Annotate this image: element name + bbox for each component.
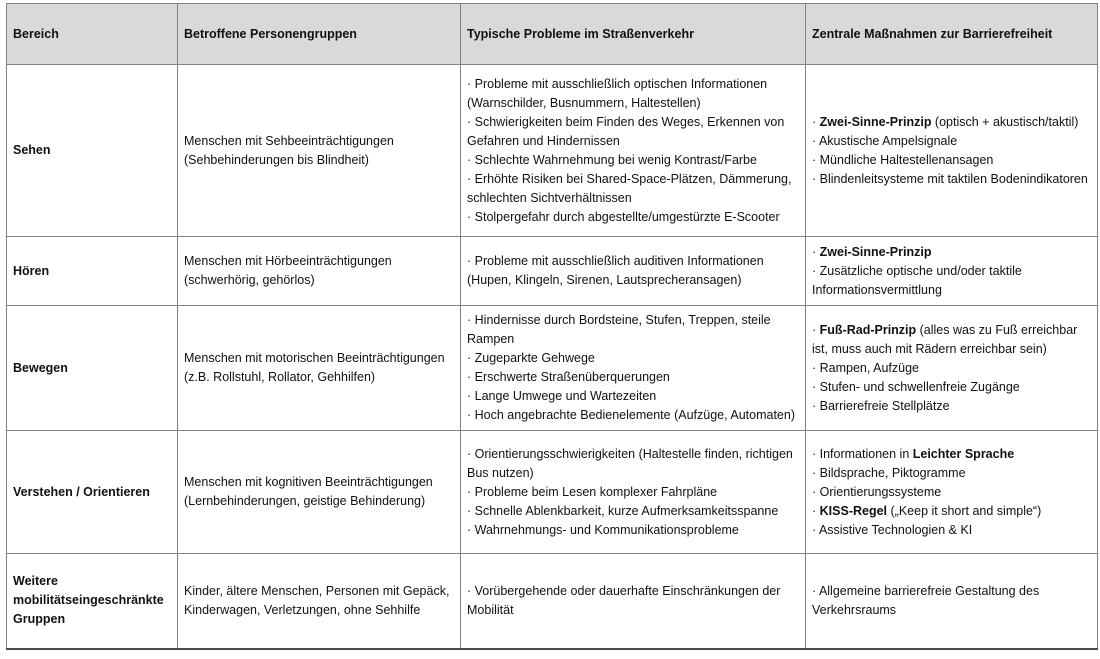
list-item: · Vorübergehende oder dauerhafte Einschränkungen der Mobilität	[467, 583, 781, 617]
list-item: · Zwei-Sinne-Prinzip	[812, 244, 932, 259]
cell-probleme	[461, 65, 806, 237]
table-row	[7, 431, 1098, 554]
list-item: · Akustische Ampelsignale	[812, 133, 958, 148]
cell-personengruppen: Menschen mit Hörbeeinträchtigungen (schwerhörig, gehörlos)	[178, 237, 461, 306]
list-item: · Lange Umwege und Wartezeiten	[467, 389, 657, 403]
table-row	[7, 554, 1098, 649]
column-header-bereich: Bereich	[7, 4, 178, 65]
barrierefreiheit-table	[6, 3, 1098, 650]
cell-bereich: Weitere mobilitätseingeschränkte Gruppen	[7, 554, 178, 649]
cell-personengruppen: Kinder, ältere Menschen, Personen mit Gepäck, Kinderwagen, Verletzungen, ohne Sehhilfe	[178, 554, 461, 649]
list-item: · Blindenleitsysteme mit taktilen Bodenindikatoren	[812, 171, 1088, 186]
list-item: · Zusätzliche optische und/oder taktile Informationsvermittlung	[812, 263, 1022, 297]
list-item: · Wahrnehmungs- und Kommunikationsprobleme	[467, 522, 739, 537]
column-header-probleme: Typische Probleme im Straßenverkehr	[461, 4, 806, 65]
cell-probleme	[461, 554, 806, 649]
cell-massnahmen	[806, 554, 1098, 649]
cell-probleme	[461, 431, 806, 554]
list-item: · Schwierigkeiten beim Finden des Weges, Erkennen von Gefahren und Hindernissen	[467, 114, 785, 148]
list-item: · Stufen- und schwellenfreie Zugänge	[812, 379, 1020, 394]
column-header-massnahmen: Zentrale Maßnahmen zur Barrierefreiheit	[806, 4, 1098, 65]
list-item: · Erhöhte Risiken bei Shared-Space-Plätzen, Dämmerung, schlechten Sichtverhältnissen	[467, 171, 792, 205]
table-row	[7, 237, 1098, 306]
cell-bereich: Bewegen	[7, 306, 178, 431]
cell-massnahmen	[806, 306, 1098, 431]
cell-bereich: Verstehen / Orientieren	[7, 431, 178, 554]
cell-personengruppen: Menschen mit motorischen Beeinträchtigungen (z.B. Rollstuhl, Rollator, Gehhilfen)	[178, 306, 461, 431]
cell-bereich: Sehen	[7, 65, 178, 237]
cell-personengruppen: Menschen mit Sehbeeinträchtigungen (Sehbehinderungen bis Blindheit)	[178, 65, 461, 237]
list-item: · Informationen in Leichter Sprache	[812, 446, 1015, 461]
list-item: · KISS-Regel („Keep it short and simple“)	[812, 503, 1042, 518]
list-item: · Probleme beim Lesen komplexer Fahrpläne	[467, 484, 718, 499]
column-header-personengruppen: Betroffene Personengruppen	[178, 4, 461, 65]
list-item: · Hindernisse durch Bordsteine, Stufen, Treppen, steile Rampen	[467, 313, 771, 346]
cell-probleme	[461, 306, 806, 431]
list-item: · Fuß-Rad-Prinzip (alles was zu Fuß erreichbar ist, muss auch mit Rädern erreichbar sein)	[812, 322, 1078, 356]
list-item: · Orientierungsschwierigkeiten (Haltestelle finden, richtigen Bus nutzen)	[467, 446, 793, 480]
list-item: · Allgemeine barrierefreie Gestaltung des Verkehrsraums	[812, 583, 1040, 617]
list-item: · Schlechte Wahrnehmung bei wenig Kontrast/Farbe	[467, 152, 757, 167]
table-row	[7, 65, 1098, 237]
list-item: · Erschwerte Straßenüberquerungen	[467, 370, 670, 384]
list-item: · Rampen, Aufzüge	[812, 360, 920, 375]
list-item: · Orientierungssysteme	[812, 484, 942, 499]
cell-massnahmen	[806, 237, 1098, 306]
list-item: · Zwei-Sinne-Prinzip (optisch + akustisch/taktil)	[812, 114, 1079, 129]
table-row	[7, 306, 1098, 431]
list-item: · Zugeparkte Gehwege	[467, 351, 595, 365]
cell-massnahmen	[806, 431, 1098, 554]
list-item: · Bildsprache, Piktogramme	[812, 465, 966, 480]
list-item: · Barrierefreie Stellplätze	[812, 398, 950, 413]
cell-personengruppen: Menschen mit kognitiven Beeinträchtigungen (Lernbehinderungen, geistige Behinderung)	[178, 431, 461, 554]
header-row	[7, 4, 1098, 65]
list-item: · Stolpergefahr durch abgestellte/umgestürzte E-Scooter	[467, 209, 780, 224]
list-item: · Mündliche Haltestellenansagen	[812, 152, 994, 167]
accessibility-table	[6, 3, 1100, 650]
list-item: · Schnelle Ablenkbarkeit, kurze Aufmerksamkeitsspanne	[467, 503, 779, 518]
cell-massnahmen	[806, 65, 1098, 237]
cell-probleme	[461, 237, 806, 306]
list-item: · Probleme mit ausschließlich optischen Informationen (Warnschilder, Busnummern, Haltestellen)	[467, 76, 768, 110]
list-item: · Probleme mit ausschließlich auditiven Informationen (Hupen, Klingeln, Sirenen, Lautsprecheransagen)	[467, 254, 764, 287]
list-item: · Hoch angebrachte Bedienelemente (Aufzüge, Automaten)	[467, 408, 795, 422]
cell-bereich: Hören	[7, 237, 178, 306]
list-item: · Assistive Technologien & KI	[812, 522, 973, 537]
